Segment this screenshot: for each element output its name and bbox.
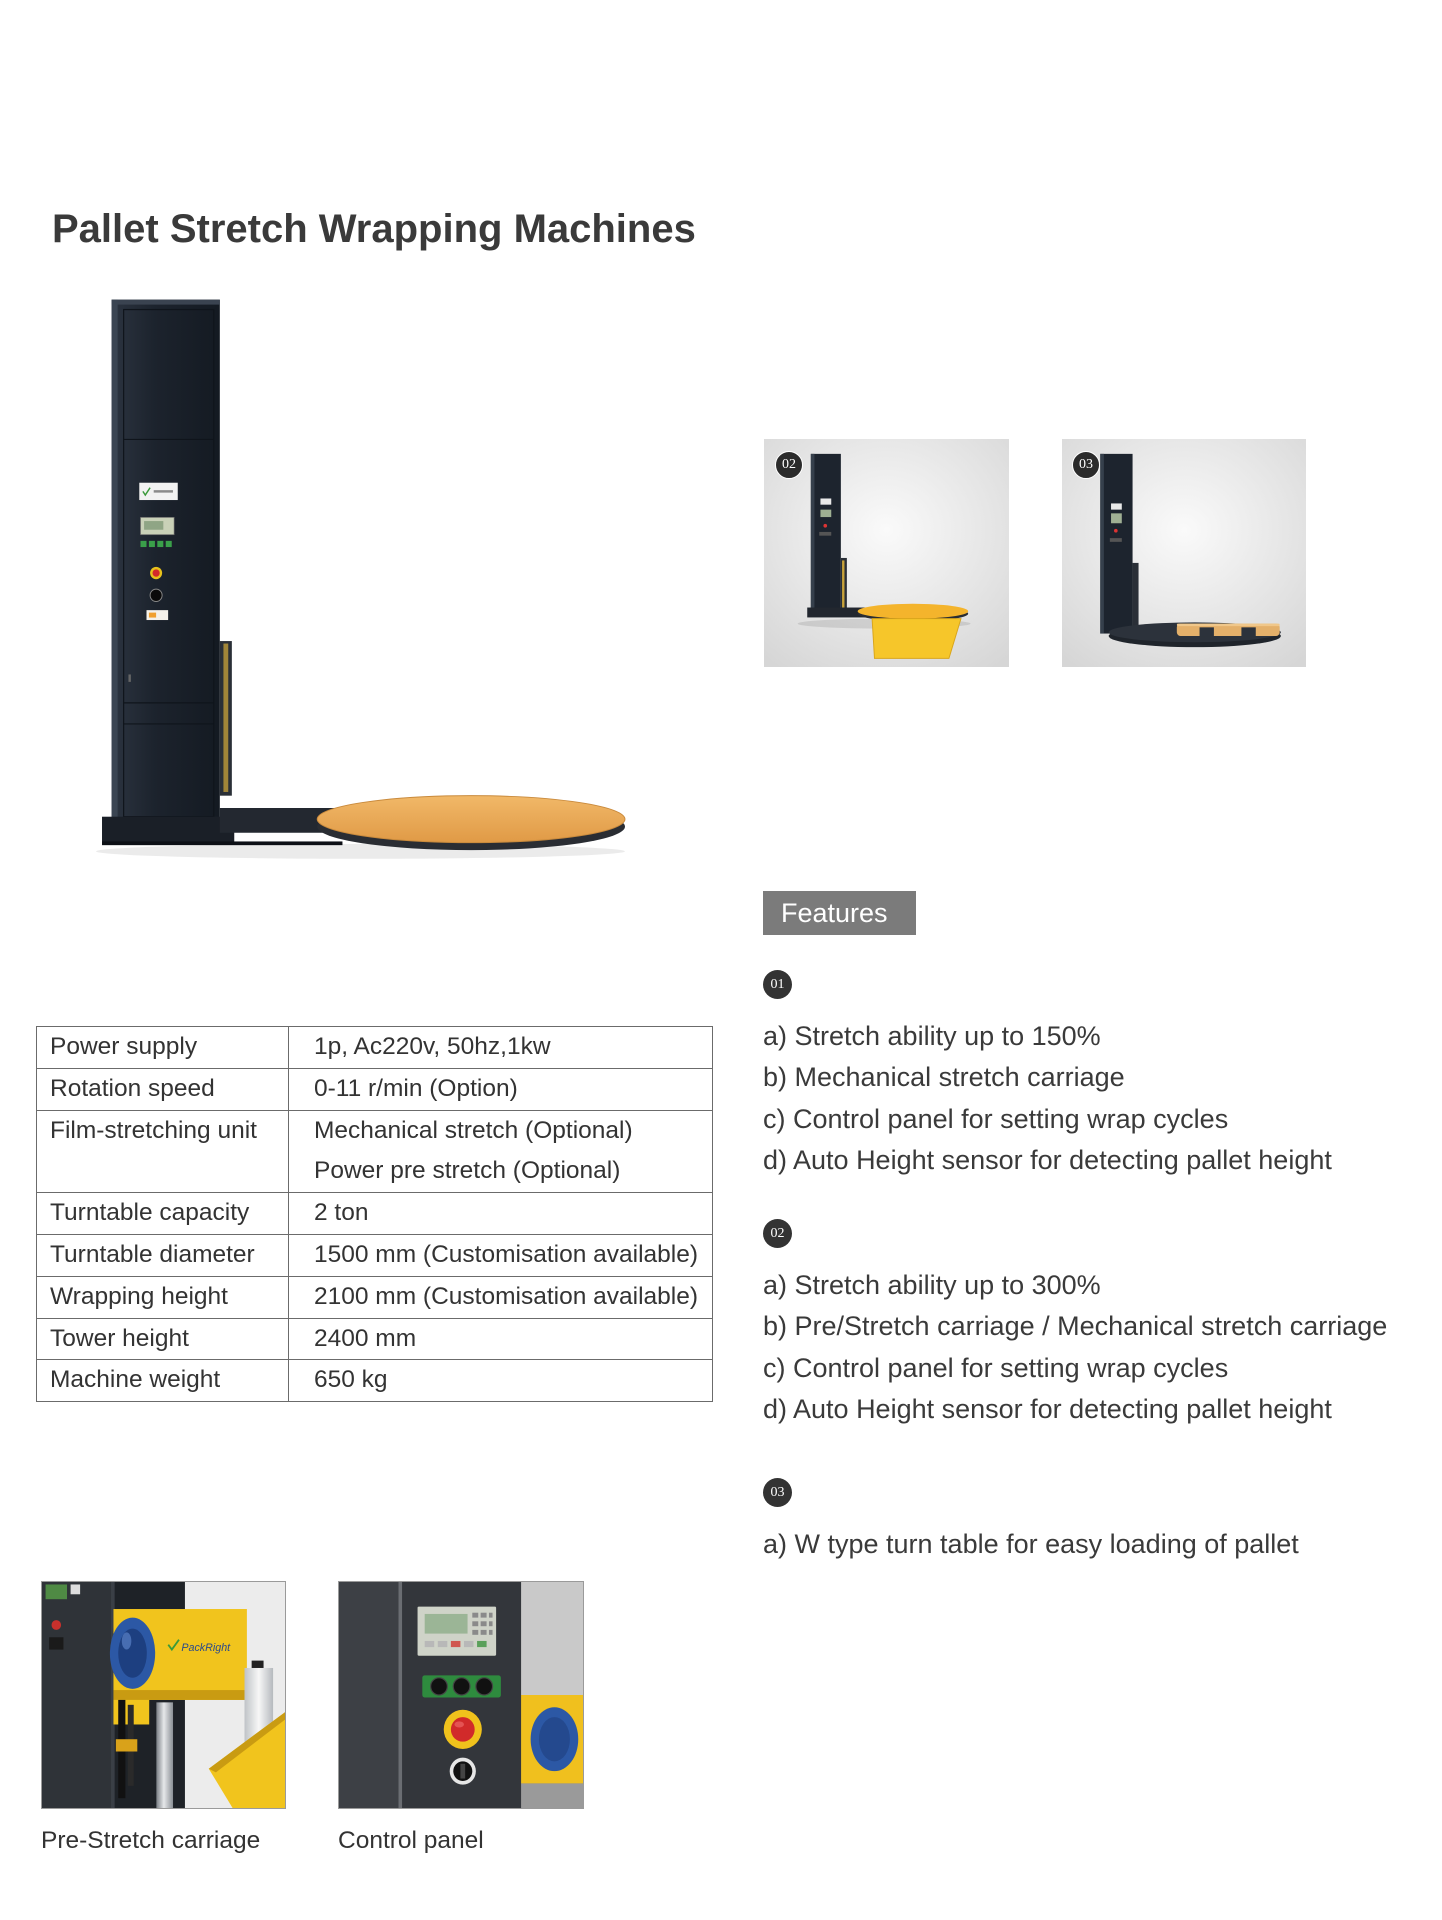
keypad-key [481, 1613, 487, 1618]
keypad-key [489, 1621, 493, 1626]
w-type-turntable-highlight [1177, 624, 1280, 626]
keypad [472, 1613, 492, 1635]
spec-row-machine-weight [37, 1360, 713, 1402]
feature-item: d) Auto Height sensor for detecting pallet height [763, 1144, 1332, 1175]
carriage-box-shadow [113, 1690, 246, 1700]
feature-list [763, 1016, 1423, 1181]
feature-item: c) Control panel for setting wrap cycles [763, 1103, 1229, 1134]
brand-label [820, 498, 831, 504]
keypad-key [472, 1630, 478, 1635]
brand-label-line [154, 490, 173, 492]
warning-sticker-mark [149, 613, 156, 618]
main-machine-drawing [96, 291, 637, 860]
stretch-roller [156, 1702, 173, 1808]
keypad-key [472, 1613, 478, 1618]
spec-value: 0-11 r/min (Option) [289, 1068, 713, 1110]
main-machine-image [96, 291, 637, 860]
red-indicator [52, 1620, 62, 1630]
pre-stretch-carriage-drawing [42, 1582, 285, 1808]
lower-frame [521, 1783, 583, 1808]
spec-value: 2 ton [289, 1193, 713, 1235]
thumbnail-model-02 [764, 439, 1009, 667]
tower-base [102, 817, 234, 844]
keypad-key [489, 1630, 493, 1635]
feature-list [763, 1265, 1423, 1430]
carriage-motor-highlight [122, 1632, 132, 1649]
function-key [438, 1641, 448, 1647]
feature-group-01 [763, 970, 1423, 1181]
spec-value: 2400 mm [289, 1318, 713, 1360]
tower-edge-highlight [811, 454, 815, 615]
spec-value: 2100 mm (Customisation available) [289, 1276, 713, 1318]
spec-value: Mechanical stretch (Optional) [314, 1116, 633, 1144]
display-screen [144, 521, 163, 530]
feature-item: c) Control panel for setting wrap cycles [763, 1352, 1229, 1383]
tower-cap [112, 300, 220, 305]
panel-button [140, 541, 146, 547]
feature-item: b) Pre/Stretch carriage / Mechanical stretch carriage [763, 1311, 1388, 1342]
feature-number-badge: 01 [763, 970, 792, 999]
keypad-key [481, 1630, 487, 1635]
page-title: Pallet Stretch Wrapping Machines [52, 207, 696, 251]
selector-knob [453, 1678, 470, 1695]
keypad-key [489, 1613, 493, 1618]
emergency-stop-highlight [454, 1721, 464, 1727]
spec-row-turntable-diameter [37, 1234, 713, 1276]
tower-edge-highlight [399, 1582, 403, 1808]
selector-knob [476, 1678, 493, 1695]
control-panel-drawing [339, 1582, 583, 1808]
base-shadow-line [102, 841, 342, 845]
keypad-key [481, 1621, 487, 1626]
feature-item: b) Mechanical stretch carriage [763, 1062, 1125, 1093]
tower-body [1100, 454, 1132, 634]
thumbnail-03-drawing [1062, 439, 1306, 667]
pre-stretch-carriage-image [41, 1581, 286, 1809]
feature-item: a) Stretch ability up to 300% [763, 1270, 1101, 1300]
caption-control-panel: Control panel [338, 1827, 484, 1854]
function-keys [425, 1641, 487, 1647]
display-screen [1111, 513, 1122, 523]
carriage-rail [842, 560, 844, 610]
function-key [477, 1641, 487, 1647]
carriage-motor-center [118, 1629, 147, 1678]
emergency-stop-button [153, 569, 160, 576]
feature-number-badge: 02 [763, 1219, 792, 1248]
spec-row-wrapping-height [37, 1276, 713, 1318]
panel-button [149, 541, 155, 547]
function-key [425, 1641, 435, 1647]
spec-label: Tower height [37, 1318, 289, 1360]
function-key [464, 1641, 474, 1647]
spec-row-power-supply [37, 1027, 713, 1069]
tower-body [112, 300, 220, 827]
thumbnail-badge: 02 [775, 451, 803, 479]
keypad-key [472, 1621, 478, 1626]
thumbnail-02-drawing [764, 439, 1009, 667]
display-screen [820, 510, 831, 517]
feature-group-03 [763, 1478, 1423, 1565]
background-wall [521, 1582, 583, 1695]
spec-value: Power pre stretch (Optional) [314, 1157, 621, 1185]
selector-knob [431, 1678, 448, 1695]
turntable [317, 796, 625, 843]
spec-label: Turntable capacity [37, 1193, 289, 1235]
logo-text: PackRight [181, 1641, 231, 1654]
emergency-stop-button [823, 524, 827, 528]
spec-label: Power supply [37, 1027, 289, 1069]
feature-list [763, 1524, 1423, 1565]
rotary-switch-key [460, 1764, 465, 1779]
spec-value-cell [289, 1110, 713, 1193]
feature-item: a) Stretch ability up to 150% [763, 1021, 1101, 1051]
spec-row-tower-height [37, 1318, 713, 1360]
display-screen [425, 1614, 468, 1634]
thumbnail-badge: 03 [1072, 451, 1100, 479]
spec-row-rotation-speed [37, 1068, 713, 1110]
spec-value: 650 kg [289, 1360, 713, 1402]
green-indicator [46, 1584, 67, 1599]
feature-number-badge: 03 [763, 1478, 792, 1507]
spec-label: Wrapping height [37, 1276, 289, 1318]
thumbnail-model-03 [1062, 439, 1306, 667]
panel-button [157, 541, 163, 547]
rotary-switch [150, 589, 162, 601]
spec-value: 1p, Ac220v, 50hz,1kw [289, 1027, 713, 1069]
spec-table [36, 1026, 713, 1402]
w-type-notch [1200, 627, 1214, 636]
turntable [858, 604, 968, 619]
feature-item: a) W type turn table for easy loading of pallet [763, 1529, 1299, 1559]
spec-row-film-stretching-unit [37, 1110, 713, 1193]
panel-label [819, 532, 831, 536]
function-key [451, 1641, 461, 1647]
carriage-mast [1133, 563, 1139, 631]
feature-item: d) Auto Height sensor for detecting pallet height [763, 1393, 1332, 1424]
door-lock [128, 674, 130, 681]
caption-pre-stretch-carriage: Pre-Stretch carriage [41, 1827, 261, 1854]
cable-connector [116, 1739, 137, 1751]
tower-edge-highlight [112, 300, 118, 827]
carriage-rail [223, 644, 228, 792]
tower-side [42, 1582, 111, 1808]
spec-value: 1500 mm (Customisation available) [289, 1234, 713, 1276]
panel-label [1110, 538, 1122, 542]
switch [49, 1637, 63, 1649]
tower-side [339, 1582, 399, 1808]
emergency-stop-button [451, 1717, 475, 1742]
control-panel-image [338, 1581, 584, 1809]
panel-key [71, 1584, 81, 1594]
emergency-stop-button [1114, 529, 1118, 533]
carriage-motor-center [539, 1717, 570, 1761]
w-type-notch [1241, 627, 1255, 636]
brand-label [1111, 503, 1122, 509]
panel-button [166, 541, 172, 547]
spec-label: Film-stretching unit [37, 1110, 289, 1193]
spec-label: Turntable diameter [37, 1234, 289, 1276]
spec-row-turntable-capacity [37, 1193, 713, 1235]
feature-group-02 [763, 1219, 1423, 1430]
loading-ramp [872, 619, 961, 659]
tower-edge-highlight [1100, 454, 1104, 634]
features-heading: Features [763, 891, 916, 935]
spec-label: Rotation speed [37, 1068, 289, 1110]
spec-label: Machine weight [37, 1360, 289, 1402]
